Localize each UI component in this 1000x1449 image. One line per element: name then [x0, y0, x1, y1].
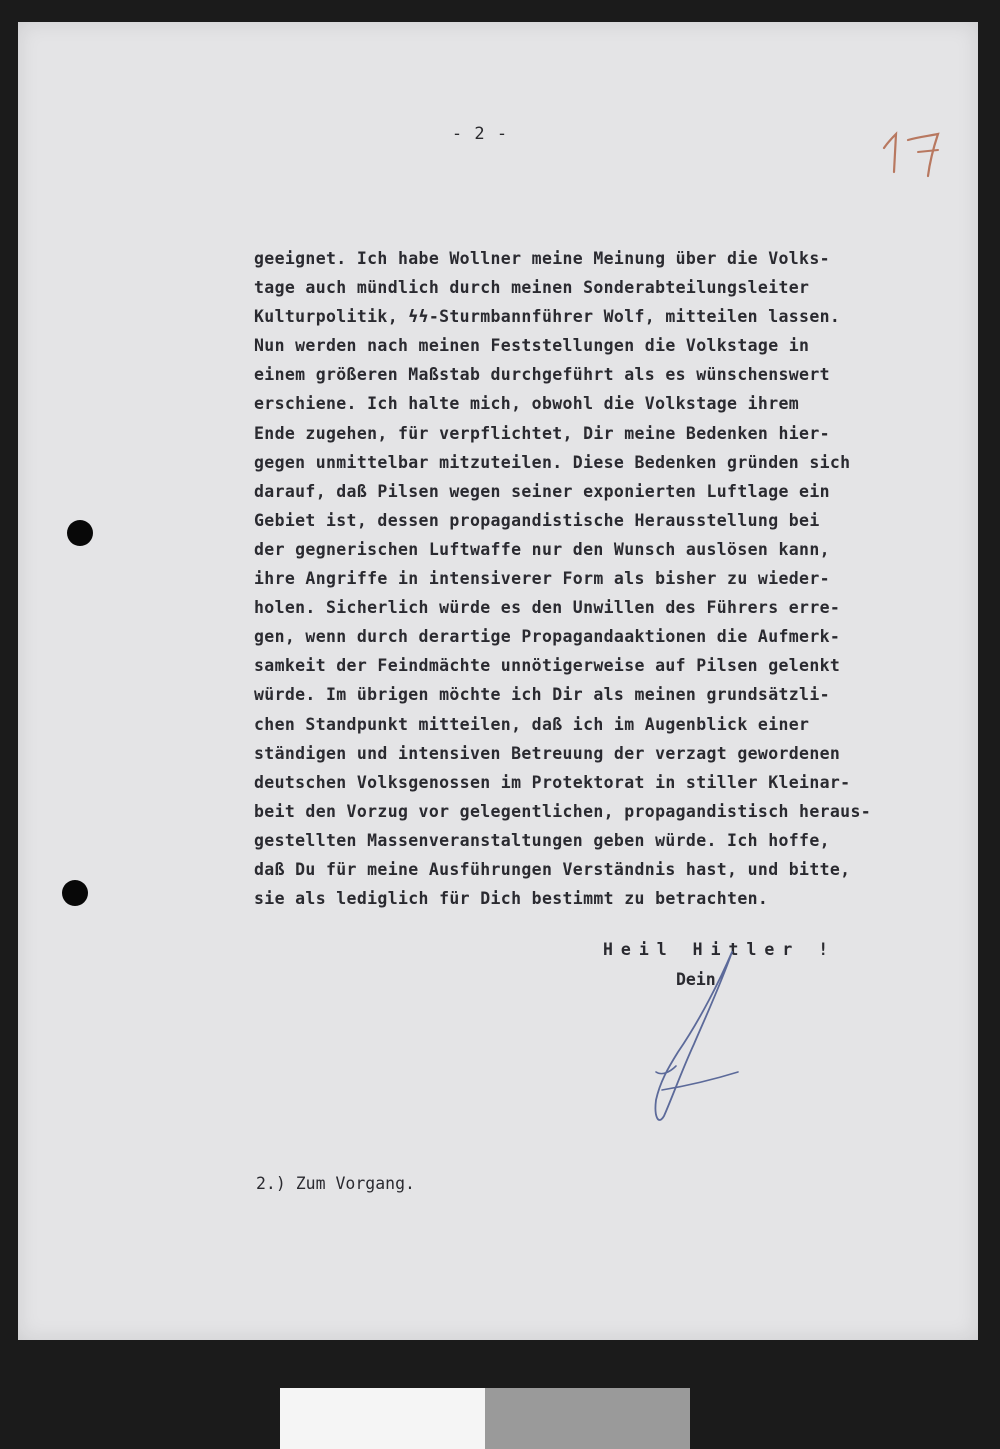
closing-salutation: Heil Hitler ! [603, 940, 837, 959]
body-line: Gebiet ist, dessen propagandistische Herausstellung bei [254, 510, 820, 530]
body-line: erschiene. Ich halte mich, obwohl die Volkstage ihrem [254, 394, 800, 414]
body-line: deutschen Volksgenossen im Protektorat in stiller Kleinar- [254, 772, 851, 792]
punch-hole-top [67, 520, 93, 546]
body-line: holen. Sicherlich würde es den Unwillen des Führers erre- [254, 598, 841, 618]
body-line: chen Standpunkt mitteilen, daß ich im Augenblick einer [254, 714, 810, 734]
body-line: samkeit der Feindmächte unnötigerweise auf Pilsen gelenkt [254, 656, 841, 676]
punch-hole-bottom [62, 880, 88, 906]
file-note: 2.) Zum Vorgang. [256, 1174, 415, 1193]
calibration-gray-patch [485, 1388, 690, 1449]
body-line: ständigen und intensiven Betreuung der verzagt gewordenen [254, 743, 841, 763]
body-line: einem größeren Maßstab durchgeführt als es wünschenswert [254, 365, 830, 385]
letter-body [254, 244, 974, 913]
page-number: - 2 - [451, 124, 509, 144]
body-line: Nun werden nach meinen Feststellungen die Volkstage in [254, 336, 810, 356]
body-line: sie als lediglich für Dich bestimmt zu betrachten. [254, 889, 769, 909]
calibration-white-patch [280, 1388, 485, 1449]
body-line: darauf, daß Pilsen wegen seiner exponierten Luftlage ein [254, 481, 830, 501]
handwritten-signature [620, 940, 750, 1140]
body-line: gegen unmittelbar mitzuteilen. Diese Bedenken gründen sich [254, 452, 851, 472]
scan-calibration-strip [280, 1388, 690, 1449]
body-line: daß Du für meine Ausführungen Verständnis hast, und bitte, [254, 859, 851, 879]
body-line: gestellten Massenveranstaltungen geben würde. Ich hoffe, [254, 830, 830, 850]
body-line: ihre Angriffe in intensiverer Form als bisher zu wieder- [254, 569, 830, 589]
body-line: beit den Vorzug vor gelegentlichen, propagandistisch heraus- [254, 801, 872, 821]
body-line: geeignet. Ich habe Wollner meine Meinung über die Volks- [254, 249, 830, 268]
body-line: gen, wenn durch derartige Propagandaaktionen die Aufmerk- [254, 627, 841, 647]
body-line: tage auch mündlich durch meinen Sonderabteilungsleiter [254, 278, 810, 298]
body-line: der gegnerischen Luftwaffe nur den Wunsch auslösen kann, [254, 539, 830, 559]
body-line: Ende zugehen, für verpflichtet, Dir meine Bedenken hier- [254, 423, 830, 443]
body-line: Kulturpolitik, ϟϟ-Sturmbannführer Wolf, mitteilen lassen. [254, 307, 841, 327]
handwritten-folio-number [878, 120, 948, 180]
body-line: würde. Im übrigen möchte ich Dir als meinen grundsätzli- [254, 685, 830, 705]
sign-off: Dein [676, 970, 716, 989]
